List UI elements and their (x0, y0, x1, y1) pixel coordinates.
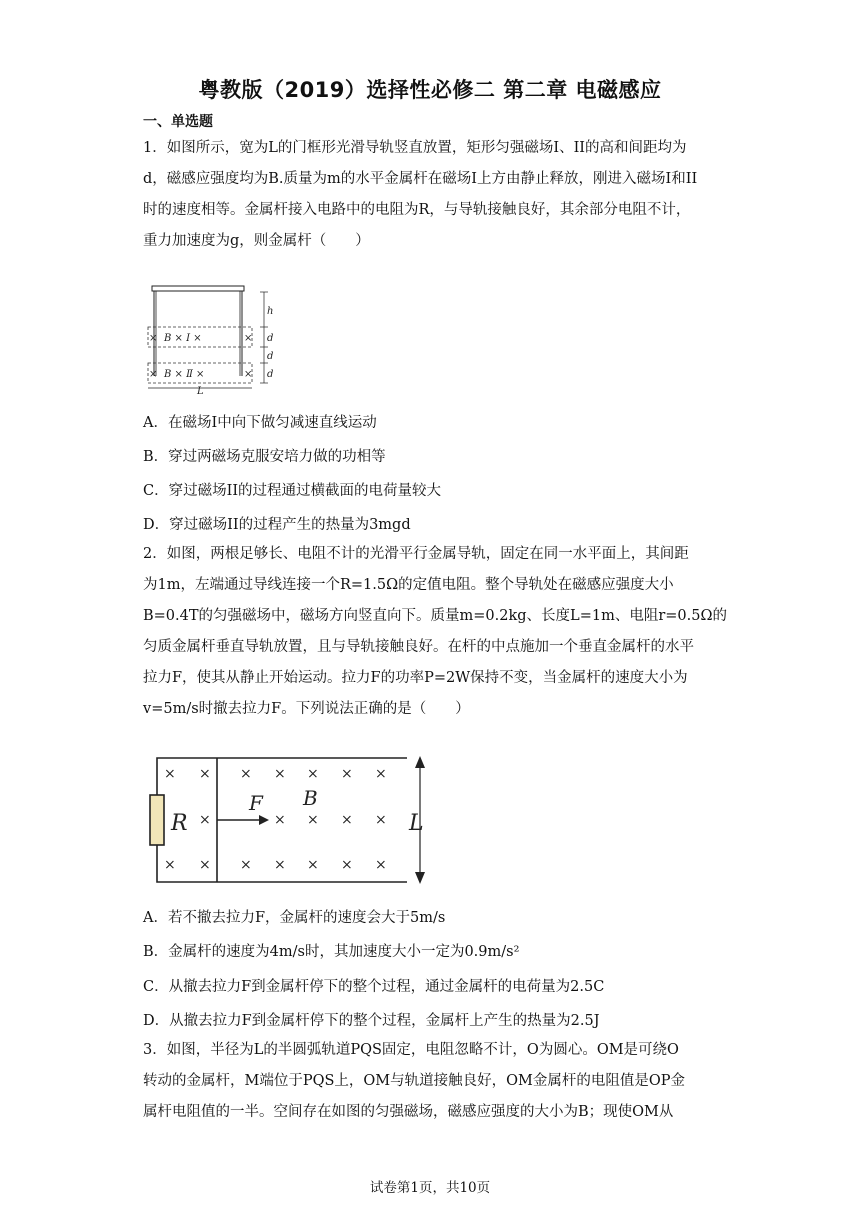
question-2-stem (143, 539, 727, 725)
question-line: 属杆电阻值的一半。空间存在如图的匀强磁场，磁感应强度的大小为B；现使OM从 (143, 1104, 674, 1120)
question-1-stem (143, 133, 715, 257)
svg-text:×: × (199, 857, 211, 873)
option-a: A．在磁场I中向下做匀减速直线运动 (143, 415, 377, 431)
svg-text:×: × (375, 812, 387, 828)
question-line: 时的速度相等。金属杆接入电路中的电阻为R，与导轨接触良好，其余部分电阻不计， (143, 202, 691, 218)
question-line: 1．如图所示，宽为L的门框形光滑导轨竖直放置，矩形匀强磁场I、II的高和间距均为 (143, 140, 687, 156)
field-mark: × (244, 369, 253, 380)
d-label: d (267, 351, 274, 362)
question-line: 3．如图，半径为L的半圆弧轨道PQS固定，电阻忽略不计，O为圆心。OM是可绕O (143, 1042, 679, 1058)
svg-text:×: × (307, 766, 319, 782)
svg-text:×: × (375, 766, 387, 782)
page-title: 粤教版（2019）选择性必修二 第二章 电磁感应 (198, 78, 662, 102)
field-marks (164, 766, 387, 873)
question-line: 转动的金属杆，M端位于PQS上，OM与轨道接触良好，OM金属杆的电阻值是OP金 (143, 1073, 686, 1089)
d-label: d (267, 369, 274, 380)
option-a: A．若不撤去拉力F，金属杆的速度会大于5m/s (143, 910, 446, 926)
question-line: d，磁感应强度均为B.质量为m的水平金属杆在磁场I上方由静止释放，刚进入磁场I和II (143, 171, 698, 187)
F-label: F (249, 791, 263, 815)
question-line: 匀质金属杆垂直导轨放置，且与导轨接触良好。在杆的中点施加一个垂直金属杆的水平 (143, 639, 694, 655)
L-label: L (197, 386, 204, 396)
svg-text:×: × (240, 766, 252, 782)
question-3-stem (143, 1035, 715, 1128)
R-label: R (171, 811, 188, 836)
page-footer: 试卷第1页，共10页 (369, 1180, 491, 1196)
top-bar (152, 286, 244, 291)
rail-circuit-diagram (145, 748, 445, 888)
question-line: 拉力F，使其从静止开始运动。拉力F的功率P=2W保持不变，当金属杆的速度大小为 (143, 670, 688, 686)
question-line: 2．如图，两根足够长、电阻不计的光滑平行金属导轨，固定在同一水平面上，其间距 (143, 546, 689, 562)
field-mark: × (149, 333, 158, 344)
field-mark: × (149, 369, 158, 380)
question-line: 重力加速度为g，则金属杆（ ） (143, 233, 370, 249)
svg-text:×: × (341, 812, 353, 828)
svg-text:×: × (341, 766, 353, 782)
B-label: B (303, 786, 318, 810)
svg-text:×: × (375, 857, 387, 873)
question-line: v=5m/s时撤去拉力F。下列说法正确的是（ ） (143, 701, 470, 717)
question-line: 为1m，左端通过导线连接一个R=1.5Ω的定值电阻。整个导轨处在磁感应强度大小 (143, 577, 674, 593)
option-d: D．从撤去拉力F到金属杆停下的整个过程，金属杆上产生的热量为2.5J (143, 1013, 600, 1029)
svg-text:×: × (164, 857, 176, 873)
option-b: B．金属杆的速度为4m/s时，其加速度大小一定为0.9m/s² (143, 944, 520, 960)
svg-text:×: × (274, 857, 286, 873)
d-label: d (267, 333, 274, 344)
svg-text:×: × (274, 812, 286, 828)
option-c: C．穿过磁场II的过程通过横截面的电荷量较大 (143, 483, 442, 499)
resistor (150, 795, 164, 845)
svg-text:×: × (240, 857, 252, 873)
section-heading: 一、单选题 (143, 114, 213, 130)
option-c: C．从撤去拉力F到金属杆停下的整个过程，通过金属杆的电荷量为2.5C (143, 979, 605, 995)
svg-text:×: × (164, 766, 176, 782)
field-1-label: B × Ⅰ × (164, 333, 202, 344)
svg-text:×: × (307, 812, 319, 828)
field-2-label: B × Ⅱ × (164, 369, 205, 380)
svg-text:×: × (307, 857, 319, 873)
option-b: B．穿过两磁场克服安培力做的功相等 (143, 449, 386, 465)
svg-text:×: × (199, 766, 211, 782)
rail-frame-diagram (140, 280, 280, 396)
field-mark: × (244, 333, 253, 344)
L-dimension-label: L (409, 811, 424, 836)
question-line: B=0.4T的匀强磁场中，磁场方向竖直向下。质量m=0.2kg、长度L=1m、电阻r=0.5Ω的 (143, 608, 727, 624)
option-d: D．穿过磁场II的过程产生的热量为3mgd (143, 517, 411, 533)
svg-text:×: × (274, 766, 286, 782)
svg-text:×: × (341, 857, 353, 873)
svg-text:×: × (199, 812, 211, 828)
h-label: h (267, 306, 274, 317)
